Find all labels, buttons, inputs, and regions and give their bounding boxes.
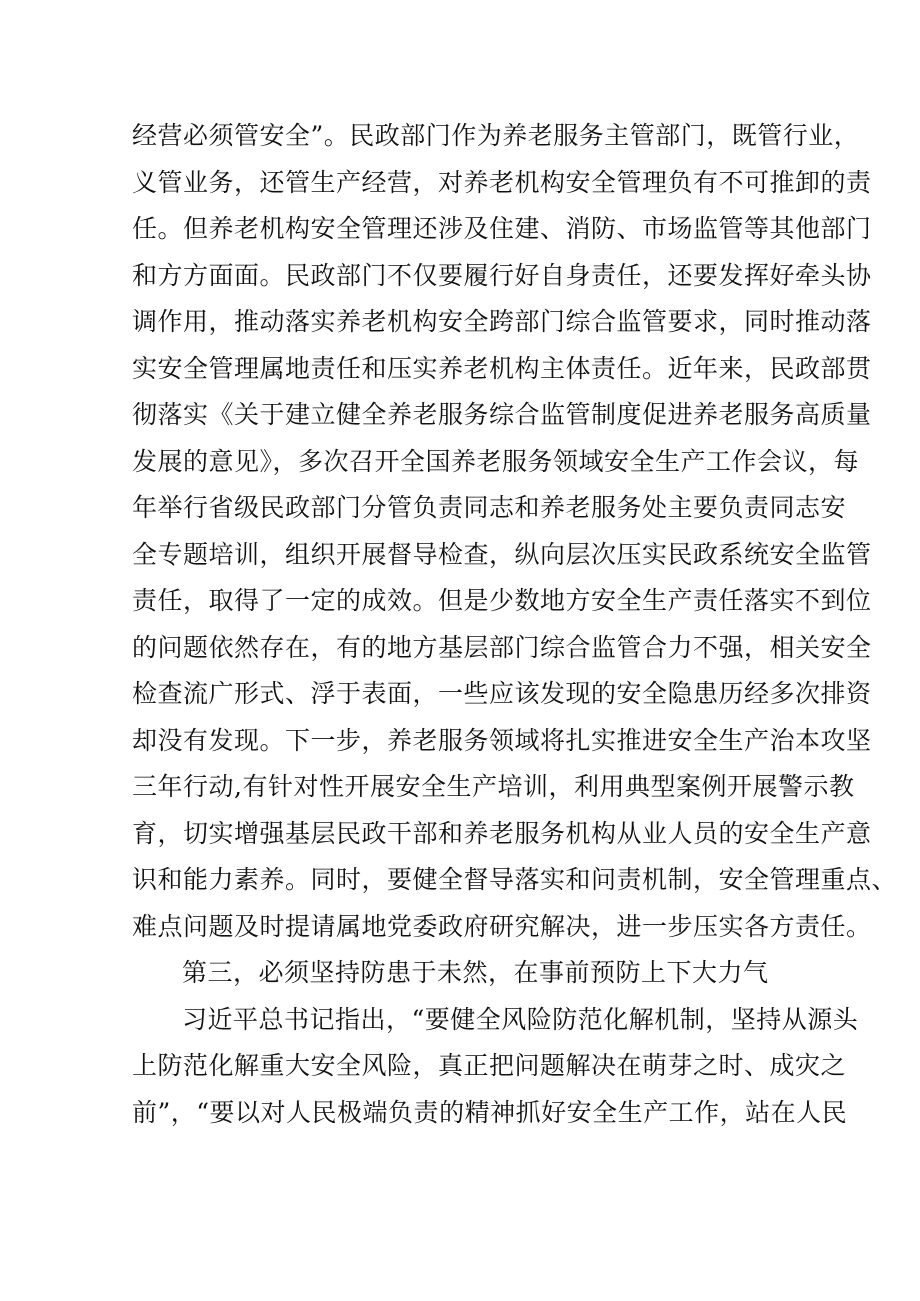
paragraph-line: 发展的意见》，多次召开全国养老服务领域安全生产工作会议，每 [132, 446, 860, 476]
paragraph-line: 经营必须管安全”。民政部门作为养老服务主管部门，既管行业， [132, 121, 860, 150]
paragraph-line: 全专题培训，组织开展督导检查，纵向层次压实民政系统安全监管 [132, 539, 872, 569]
paragraph-line: 习近平总书记指出，“要健全风险防范化解机制，坚持从源头 [182, 1004, 859, 1034]
paragraph-line: 的问题依然存在，有的地方基层部门综合监管合力不强，相关安全 [132, 632, 872, 662]
paragraph-line: 年举行省级民政部门分管负责同志和养老服务处主要负责同志安 [132, 493, 847, 522]
paragraph-line: 育，切实增强基层民政干部和养老服务机构从业人员的安全生产意 [132, 818, 872, 848]
paragraph-line: 彻落实《关于建立健全养老服务综合监管制度促进养老服务高质量 [132, 400, 872, 429]
paragraph-line: 实安全管理属地责任和压实养老机构主体责任。近年来，民政部贯 [132, 353, 872, 383]
paragraph-line: 任。但养老机构安全管理还涉及住建、消防、市场监管等其他部门 [132, 214, 872, 243]
section-heading: 第三，必须坚持防患于未然，在事前预防上下大力气 [182, 958, 769, 987]
paragraph-line: 识和能力素养。同时，要健全督导落实和问责机制，安全管理重点、 [132, 865, 898, 894]
paragraph-line: 前”，“要以对人民极端负责的精神抓好安全生产工作，站在人民 [132, 1097, 848, 1127]
paragraph-line: 检查流广形式、浮于表面，一些应该发现的安全隐患历经多次排资 [132, 679, 872, 708]
document-body [132, 113, 898, 1136]
paragraph-line: 责任，取得了一定的成效。但是少数地方安全生产责任落实不到位 [132, 586, 872, 615]
paragraph-line: 却没有发现。下一步，养老服务领域将扎实推进安全生产治本攻坚 [132, 725, 872, 755]
paragraph-line: 上防范化解重大安全风险，真正把问题解决在萌芽之时、成灾之 [132, 1051, 847, 1080]
paragraph-line: 三年行动,有针对性开展安全生产培训，利用典型案例开展警示教 [132, 772, 855, 801]
paragraph-line: 和方方面面。民政部门不仅要履行好自身责任，还要发挥好牵头协 [132, 260, 872, 290]
paragraph-line: 义管业务，还管生产经营，对养老机构安全管理负有不可推卸的责 [132, 167, 872, 197]
paragraph-line: 难点问题及时提请属地党委政府研究解决，进一步压实各方责任。 [132, 911, 872, 941]
paragraph-line: 调作用，推动落实养老机构安全跨部门综合监管要求，同时推动落 [132, 307, 872, 336]
